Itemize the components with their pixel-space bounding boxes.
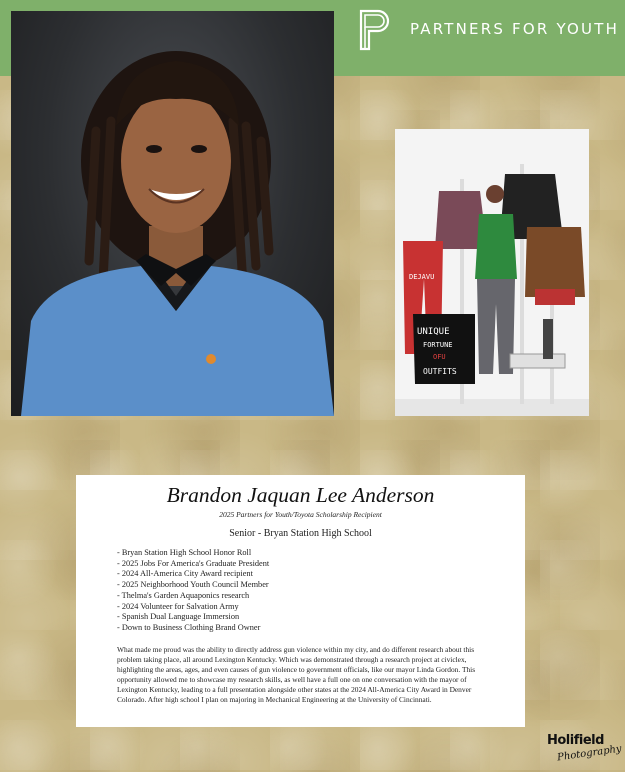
school-line: Senior - Bryan Station High School bbox=[229, 528, 372, 539]
brand-name: PARTNERS FOR YOUTH bbox=[410, 20, 620, 38]
scholarship-subtitle: 2025 Partners for Youth/Toyota Scholarship Recipient bbox=[219, 510, 382, 519]
shirt-text-4: OUTFITS bbox=[423, 367, 457, 376]
signature-line-1: Holifield bbox=[547, 733, 604, 748]
shirt-text-1: UNIQUE bbox=[417, 327, 450, 337]
achievement-item: - Spanish Dual Language Immersion bbox=[117, 612, 240, 622]
achievement-item: - Down to Business Clothing Brand Owner bbox=[117, 622, 261, 632]
recipient-name: Brandon Jaquan Lee Anderson bbox=[166, 483, 435, 507]
profile-card bbox=[76, 475, 525, 727]
achievement-item: - Thelma's Garden Aquaponics research bbox=[117, 590, 250, 600]
achievement-item: - 2024 Volunteer for Salvation Army bbox=[117, 601, 239, 611]
achievement-item: - Bryan Station High School Honor Roll bbox=[117, 548, 252, 557]
essay-paragraph: What made me proud was the ability to directly address gun violence within my city, and do different research about this problem taking place, all around Lexington Kentucky. Which was demonstrated through a research project at civiclex, highlighting the areas, ages, and even causes of gun violence to government officials, like our mayor Linda Gordon. This opportunity allowed me to showcase my research skills, as well have a full one on one conversation with the mayor of Lexington Kentucky, leading to a full presentation alongside other states at the 2024 All-America City Award in Denver Colorado. After high school I plan on majoring in Mechanical Engineering at the University of Cincinnati. bbox=[117, 645, 476, 705]
achievements-list bbox=[117, 548, 269, 634]
pants-text: DEJAVU bbox=[409, 273, 435, 281]
student-portrait-photo bbox=[11, 11, 334, 416]
shirt-text-3: OFU bbox=[433, 353, 446, 361]
signature-line-2: Photography bbox=[556, 743, 623, 764]
achievement-item: - 2025 Jobs For America's Graduate President bbox=[117, 558, 270, 568]
achievement-item: - 2025 Neighborhood Youth Council Member bbox=[117, 580, 269, 590]
shirt-text-2: FORTUNE bbox=[423, 341, 453, 349]
achievement-item: - 2024 All-America City Award recipient bbox=[117, 569, 253, 579]
partners-for-youth-logo-icon bbox=[358, 8, 394, 52]
clothing-brand-display-photo bbox=[395, 129, 589, 416]
photographer-signature bbox=[545, 733, 623, 767]
